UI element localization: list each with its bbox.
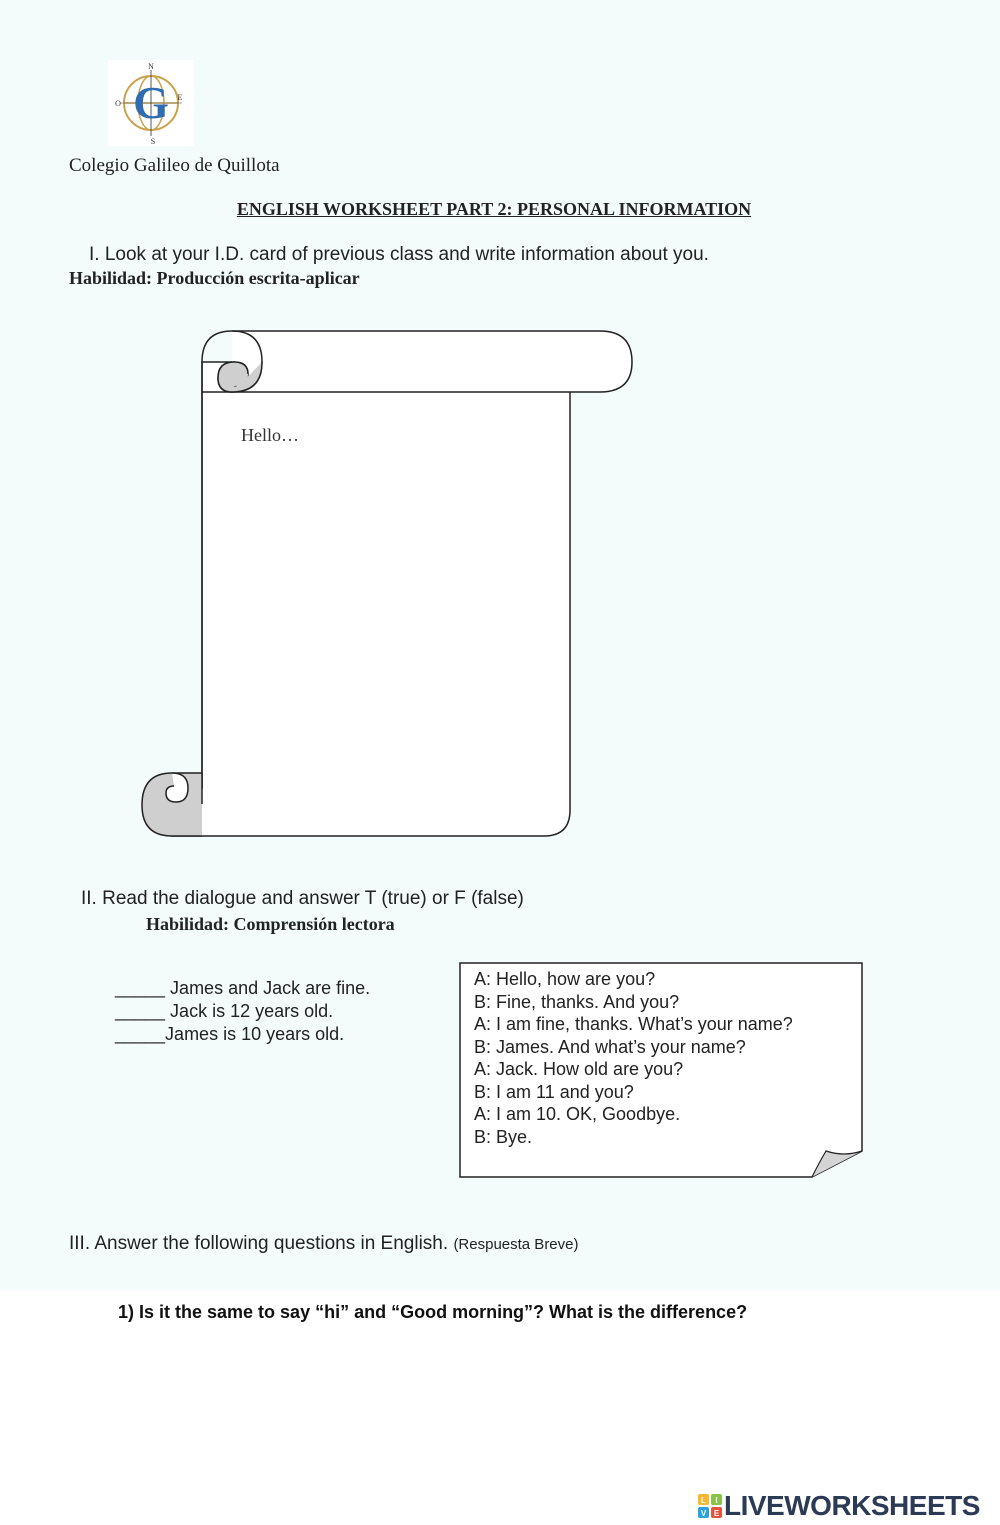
tf-statement-3[interactable]: _____James is 10 years old. [115, 1024, 345, 1044]
logo-letter-g: G [133, 77, 169, 128]
svg-text:I: I [715, 1496, 718, 1505]
section1-instruction: I. Look at your I.D. card of previous class and write information about you. [89, 244, 709, 265]
dialogue-line-3: A: I am fine, thanks. What’s your name? [474, 1014, 793, 1034]
dialogue-line-6: B: I am 11 and you? [474, 1082, 634, 1102]
liveworksheets-text: LIVEWORKSHEETS [724, 1490, 980, 1521]
school-logo [108, 60, 194, 146]
dialogue-line-8: B: Bye. [474, 1127, 533, 1147]
svg-text:V: V [700, 1509, 707, 1518]
section2-instruction: II. Read the dialogue and answer T (true) or F (false) [81, 888, 524, 909]
liveworksheets-logo-icon [698, 1494, 722, 1518]
writing-scroll[interactable] [138, 328, 638, 842]
dialogue-line-4: B: James. And what’s your name? [474, 1037, 746, 1057]
tf-statement-1[interactable]: _____ James and Jack are fine. [115, 978, 371, 998]
tf-statement-2[interactable]: _____ Jack is 12 years old. [115, 1001, 334, 1021]
section3-instruction [69, 1233, 579, 1255]
dialogue-line-2: B: Fine, thanks. And you? [474, 992, 680, 1012]
section1-skill: Habilidad: Producción escrita-aplicar [69, 268, 360, 288]
svg-text:E: E [713, 1509, 720, 1518]
section3-note: (Respuesta Breve) [453, 1236, 579, 1253]
liveworksheets-watermark [698, 1490, 980, 1522]
section3-instruction-text: III. Answer the following questions in English. [69, 1233, 449, 1254]
dialogue-line-1: A: Hello, how are you? [474, 969, 656, 989]
dialogue-line-5: A: Jack. How old are you? [474, 1059, 684, 1079]
logo-letter-e: E [177, 93, 183, 102]
svg-text:L: L [701, 1496, 706, 1505]
logo-letter-s: S [150, 137, 156, 146]
scroll-text: Hello… [241, 425, 299, 445]
logo-letter-o: O [115, 99, 121, 108]
school-name: Colegio Galileo de Quillota [69, 155, 280, 176]
question-1: 1) Is it the same to say “hi” and “Good morning”? What is the difference? [118, 1302, 748, 1322]
section1-skill-value: Producción escrita-aplicar [156, 268, 360, 288]
logo-letter-n: N [148, 62, 154, 71]
section2-skill: Habilidad: Comprensión lectora [146, 914, 395, 934]
worksheet-title: ENGLISH WORKSHEET PART 2: PERSONAL INFORMATION [236, 199, 752, 219]
section1-skill-label: Habilidad [69, 268, 147, 288]
dialogue-line-7: A: I am 10. OK, Goodbye. [474, 1104, 681, 1124]
